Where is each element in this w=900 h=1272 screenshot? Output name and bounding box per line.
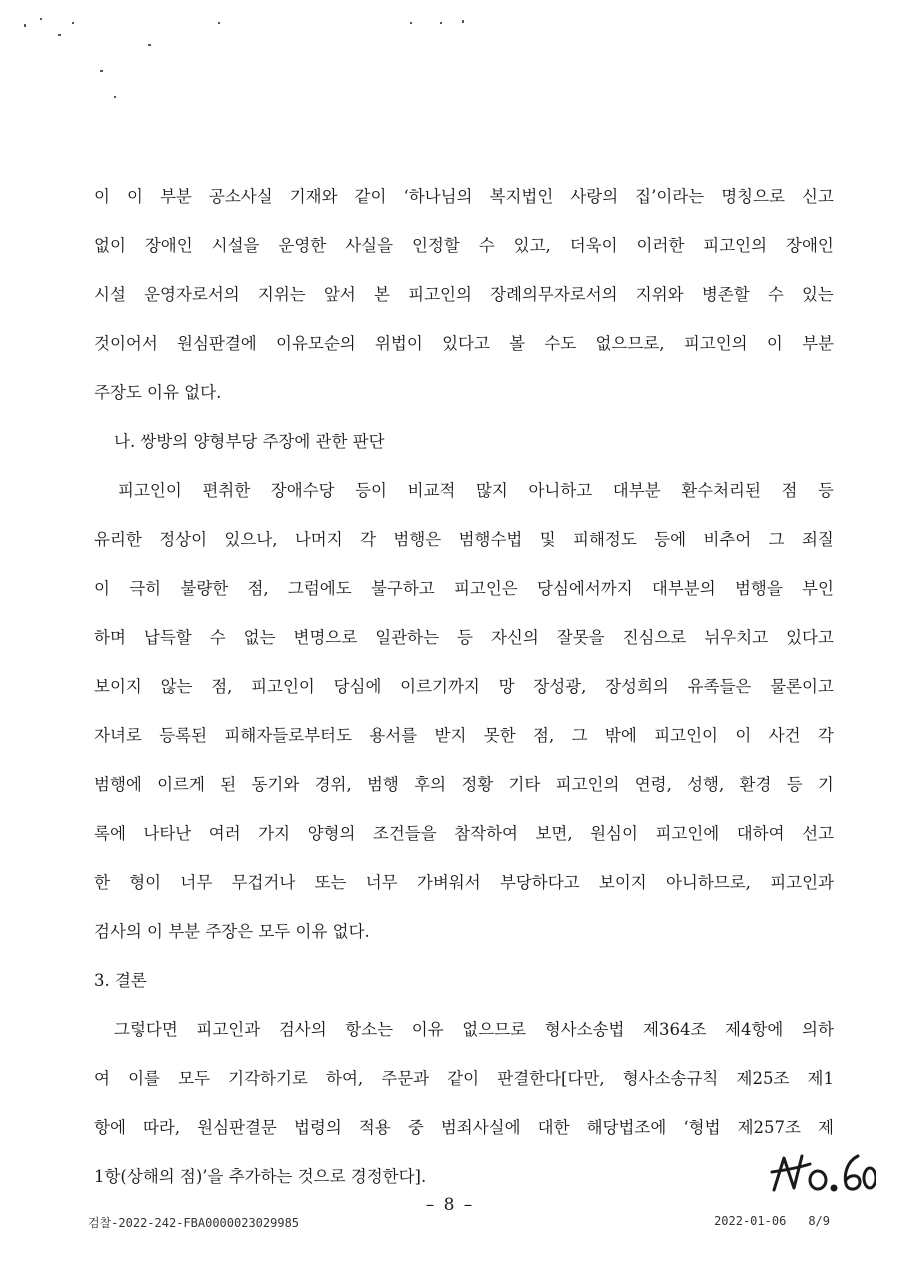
footer-date: 2022-01-06 [714, 1214, 787, 1228]
page-number: – 8 – [425, 1195, 475, 1215]
text-line: 보이지 않는 점, 피고인이 당심에 이르기까지 망 장성광, 장성희의 유족들은 물론이고 [94, 677, 834, 696]
text-line: 피고인이 편취한 장애수당 등이 비교적 많지 아니하고 대부분 환수처리된 점 등 [118, 481, 834, 500]
text-line: 3. 결론 [94, 971, 147, 990]
text-line: 나. 쌍방의 양형부당 주장에 관한 판단 [114, 432, 385, 451]
text-line: 시설 운영자로서의 지위는 앞서 본 피고인의 장례의무자로서의 지위와 병존할 수 있는 [94, 285, 834, 304]
document-body [94, 172, 834, 1201]
text-line: 것이어서 원심판결에 이유모순의 위법이 있다고 볼 수도 없으므로, 피고인의 이 부분 [94, 334, 834, 353]
text-line: 검사의 이 부분 주장은 모두 이유 없다. [94, 922, 370, 941]
text-line: 하며 납득할 수 없는 변명으로 일관하는 등 자신의 잘못을 진심으로 뉘우치고 있다고 [94, 628, 834, 647]
footer-meta [714, 1214, 830, 1228]
text-line: 유리한 정상이 있으나, 나머지 각 범행은 범행수법 및 피해정도 등에 비추어 그 죄질 [94, 530, 834, 549]
text-line: 이 이 부분 공소사실 기재와 같이 ‘하나님의 복지법인 사랑의 집’이라는 명칭으로 신고 [94, 187, 834, 206]
text-line: 범행에 이르게 된 동기와 경위, 범행 후의 정황 기타 피고인의 연령, 성행, 환경 등 기 [94, 775, 834, 794]
footer-sheet: 8/9 [808, 1214, 830, 1228]
handwritten-page-note [766, 1150, 876, 1200]
text-line: 없이 장애인 시설을 운영한 사실을 인정할 수 있고, 더욱이 이러한 피고인의 장애인 [94, 236, 834, 255]
text-line: 이 극히 불량한 점, 그럼에도 불구하고 피고인은 당심에서까지 대부분의 범행을 부인 [94, 579, 834, 598]
text-line: 여 이를 모두 기각하기로 하여, 주문과 같이 판결한다[다만, 형사소송규칙 제25조 제1 [94, 1069, 834, 1088]
text-line: 1항(상해의 점)’을 추가하는 것으로 경정한다]. [94, 1167, 427, 1186]
footer-document-id: 검찰-2022-242-FBA0000023029985 [88, 1216, 300, 1230]
text-line: 주장도 이유 없다. [94, 383, 222, 402]
scan-specks [0, 0, 900, 120]
text-line: 자녀로 등록된 피해자들로부터도 용서를 받지 못한 점, 그 밖에 피고인이 이 사건 각 [94, 726, 834, 745]
text-line: 록에 나타난 여러 가지 양형의 조건들을 참작하여 보면, 원심이 피고인에 대하여 선고 [94, 824, 834, 843]
text-line: 그렇다면 피고인과 검사의 항소는 이유 없으므로 형사소송법 제364조 제4항에 의하 [114, 1020, 834, 1039]
text-line: 항에 따라, 원심판결문 법령의 적용 중 범죄사실에 대한 해당법조에 ‘형법 제257조 제 [94, 1118, 834, 1137]
text-line: 한 형이 너무 무겁거나 또는 너무 가벼워서 부당하다고 보이지 아니하므로, 피고인과 [94, 873, 834, 892]
